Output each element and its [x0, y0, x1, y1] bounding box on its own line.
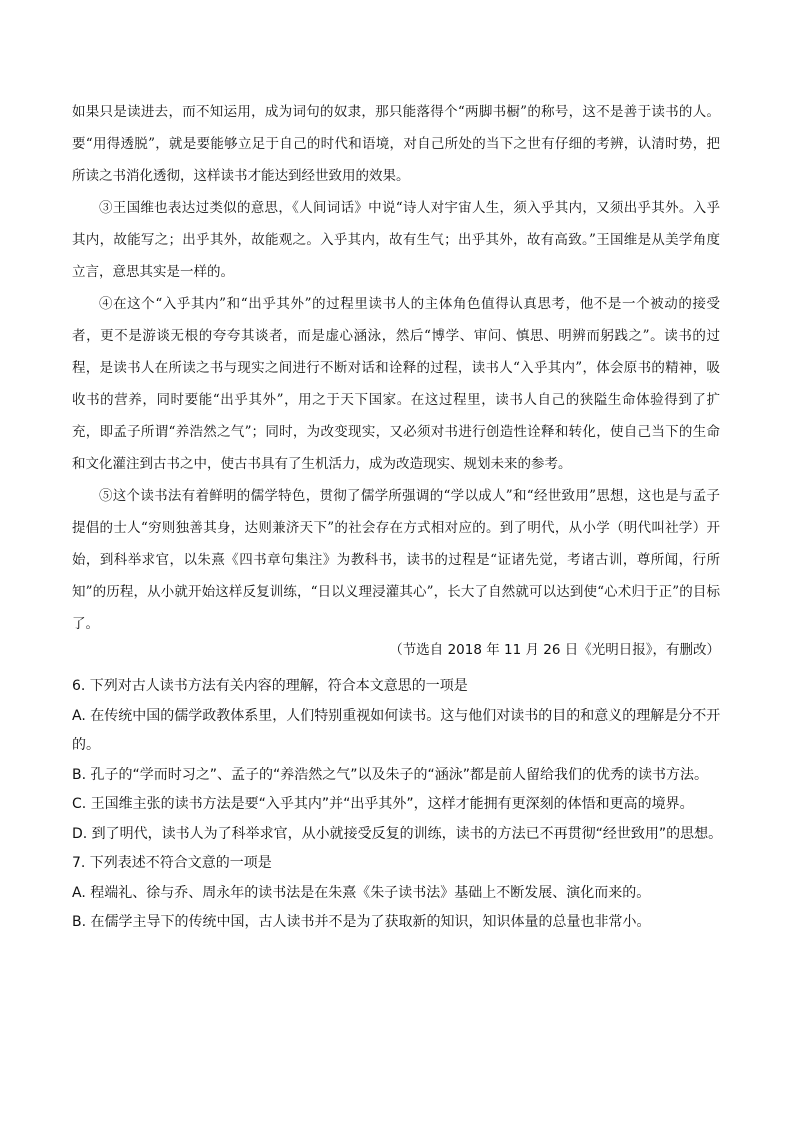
question-6-stem: 6. 下列对古人读书方法有关内容的理解，符合本文意思的一项是: [72, 678, 468, 694]
question-6: [72, 672, 724, 849]
question-6-option-a: A. 在传统中国的儒学政教体系里，人们特别重视如何读书。这与他们对读书的目的和意义的理解是分不开的。: [72, 707, 721, 753]
article-passage: [72, 96, 720, 640]
questions-section: [72, 672, 724, 938]
passage-paragraph-3: ③王国维也表达过类似的意思，《人间词话》中说“诗人对宇宙人生，须入乎其内，又须出乎其外。入乎其内，故能写之；出乎其外，故能观之。入乎其内，故有生气；出乎其外，故有高致。”王国维是从美学角度立言，意思其实是一样的。: [72, 200, 720, 280]
passage-paragraph-5: ⑤这个读书法有着鲜明的儒学特色，贯彻了儒学所强调的“学以成人”和“经世致用”思想，这也是与孟子提倡的士人“穷则独善其身，达则兼济天下”的社会存在方式相对应的。到了明代，从小学（明代叫社学）开始，到科举求官，以朱熹《四书章句集注》为教科书，读书的过程是“证诸先觉，考诸古训，尊所闻，行所知”的历程，从小就开始这样反复训练，“日以义理浸灌其心”，长大了自然就可以达到使“心术归于正”的目标了。: [72, 488, 720, 632]
passage-paragraph-4: ④在这个“入乎其内”和“出乎其外”的过程里读书人的主体角色值得认真思考，他不是一个被动的接受者，更不是游谈无根的夸夸其谈者，而是虚心涵泳，然后“博学、审问、慎思、明辨而躬践之”。读书的过程，是读书人在所读之书与现实之间进行不断对话和诠释的过程，读书人“入乎其内”，体会原书的精神，吸收书的营养，同时要能“出乎其外”，用之于天下国家。在这过程里，读书人自己的狭隘生命体验得到了扩充，即孟子所谓“养浩然之气”；同时，为改变现实，又必须对书进行创造性诠释和转化，使自己当下的生命和文化灌注到古书之中，使古书具有了生机活力，成为改造现实、规划未来的参考。: [72, 296, 720, 472]
source-citation: （节选自 2018 年 11 月 26 日《光明日报》，有删改）: [389, 642, 720, 658]
question-6-option-c: C. 王国维主张的读书方法是要“入乎其内”并“出乎其外”，这样才能拥有更深刻的体悟和更高的境界。: [72, 796, 694, 812]
question-7: [72, 849, 724, 938]
question-7-option-b: B. 在儒学主导下的传统中国，古人读书并不是为了获取新的知识，知识体量的总量也非常小。: [72, 914, 651, 930]
question-7-stem: 7. 下列表述不符合文意的一项是: [72, 855, 272, 871]
question-6-option-d: D. 到了明代，读书人为了科举求官，从小就接受反复的训练，读书的方法已不再贯彻“经世致用”的思想。: [72, 825, 723, 842]
question-7-option-a: A. 程端礼、徐与乔、周永年的读书法是在朱熹《朱子读书法》基础上不断发展、演化而来的。: [72, 884, 651, 901]
passage-paragraph-2-continued: 如果只是读进去，而不知运用，成为词句的奴隶，那只能落得个“两脚书橱”的称号，这不是善于读书的人。要“用得透脱”，就是要能够立足于自己的时代和语境，对自己所处的当下之世有仔细的考辨，认清时势，把所读之书消化透彻，这样读书才能达到经世致用的效果。: [72, 104, 720, 184]
question-6-option-b: B. 孔子的“学而时习之”、孟子的“养浩然之气”以及朱子的“涵泳”都是前人留给我们的优秀的读书方法。: [72, 766, 709, 783]
